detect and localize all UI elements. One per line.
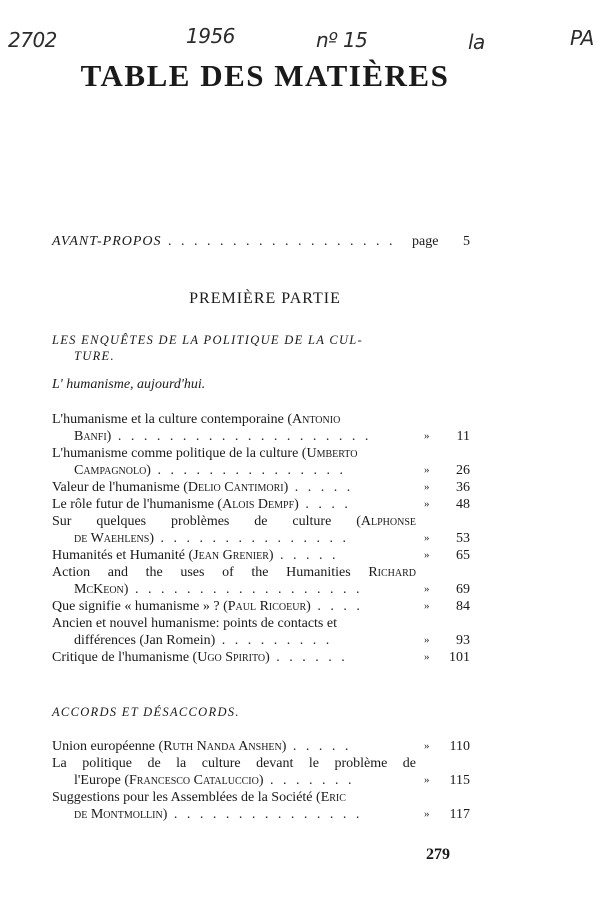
entry-title: Ancien et nouvel humanisme: points de contacts et: [52, 616, 337, 631]
entry-title: Humanités et Humanité (: [52, 548, 194, 563]
entry-author: Eric: [320, 790, 346, 805]
guillemet: »: [424, 634, 430, 646]
entry-author: Antonio: [292, 412, 341, 427]
entry-author: Ugo Spirito): [197, 650, 270, 665]
handwritten-note-2702: 2702: [8, 28, 57, 52]
toc-entry: Que signifie « humanisme » ? (Paul Ricoeur) . . . . » 84: [52, 599, 470, 614]
guillemet: »: [424, 808, 430, 820]
entry-author: Banfi): [74, 429, 112, 444]
entry-title: Que signifie « humanisme » ? (: [52, 599, 228, 614]
page-ref: 110: [449, 739, 470, 754]
toc-entry: Union européenne (Ruth Nanda Anshen) . . . . . » 110: [52, 739, 470, 754]
toc-entry: Ancien et nouvel humanisme: points de contacts et différences (Jan Romein) . . . . . . . . . » 93: [52, 616, 470, 648]
toc-entry: Action and the uses of the Humanities Richard McKeon) . . . . . . . . . . . . . . . . . . » 69: [52, 565, 470, 597]
entry-title: Action and the uses of the Humanities: [52, 565, 369, 580]
handwritten-note-pa: PA: [570, 26, 594, 50]
entry-title: Critique de l'humanisme (: [52, 650, 198, 665]
guillemet: »: [424, 498, 430, 510]
entry-title: Sur quelques problèmes de culture (: [52, 514, 361, 529]
section-heading-enquetes: [52, 332, 412, 364]
page-ref: 65: [456, 548, 470, 563]
toc-entry: L'humanisme et la culture contemporaine (Antonio Banfi) . . . . . . . . . . . . . . . . . . . . » 11: [52, 412, 470, 444]
toc-entry-avant-propos: AVANT-PROPOS . . . . . . . . . . . . . . . . . . page 5: [52, 234, 470, 249]
page-ref: 11: [456, 429, 470, 444]
page-ref: 53: [456, 531, 470, 546]
page-ref: 84: [456, 599, 470, 614]
handwritten-note-la: la: [468, 30, 485, 54]
page-ref: 117: [449, 807, 470, 822]
guillemet: »: [424, 600, 430, 612]
entry-author: Delio Cantimori): [187, 480, 289, 495]
toc-entry: Sur quelques problèmes de culture (Alphonse de Waehlens) . . . . . . . . . . . . . . . » 53: [52, 514, 470, 546]
avant-propos-label: AVANT-PROPOS: [52, 234, 162, 249]
entry-author: Ruth Nanda Anshen): [163, 739, 287, 754]
part-title: PREMIÈRE PARTIE: [189, 290, 341, 307]
handwritten-note-number: nº 15: [316, 28, 368, 52]
guillemet: »: [424, 430, 430, 442]
toc-entry: Valeur de l'humanisme (Delio Cantimori) . . . . . » 36: [52, 480, 470, 495]
page-ref: 36: [456, 480, 470, 495]
entry-title: Union européenne (: [52, 739, 164, 754]
page-ref: 93: [456, 633, 470, 648]
entry-title: Le rôle futur de l'humanisme (: [52, 497, 223, 512]
guillemet: »: [424, 532, 430, 544]
entry-title: différences (Jan Romein): [74, 633, 216, 648]
guillemet: »: [424, 651, 430, 663]
page-ref: 69: [456, 582, 470, 597]
guillemet: »: [424, 774, 430, 786]
entry-title: l'Europe (: [74, 773, 130, 788]
toc-entry: Critique de l'humanisme (Ugo Spirito) . . . . . . » 101: [52, 650, 470, 665]
page-ref: 48: [456, 497, 470, 512]
entry-author: de Montmollin): [74, 807, 168, 822]
entry-author: McKeon): [74, 582, 129, 597]
guillemet: »: [424, 549, 430, 561]
guillemet: »: [424, 464, 430, 476]
handwritten-note-year: 1956: [186, 24, 235, 48]
section-heading-line2: TURE.: [74, 349, 115, 363]
subheading-humanisme: L' humanisme, aujourd'hui.: [52, 377, 206, 392]
toc-entry: La politique de la culture devant le problème de l'Europe (Francesco Cataluccio) . . . . . . . » 115: [52, 756, 470, 788]
section-heading-accords: ACCORDS ET DÉSACCORDS.: [52, 705, 240, 719]
guillemet: »: [424, 740, 430, 752]
page-ref: 115: [449, 773, 470, 788]
entry-title: L'humanisme et la culture contemporaine (: [52, 412, 293, 427]
entry-title: Suggestions pour les Assemblées de la Société (: [52, 790, 321, 805]
entry-author: Francesco Cataluccio): [129, 773, 264, 788]
entry-title: L'humanisme comme politique de la culture (: [52, 446, 307, 461]
entry-author: Jean Grenier): [193, 548, 274, 563]
entry-author: Alphonse: [360, 514, 416, 529]
page-ref: 26: [456, 463, 470, 478]
entry-title: Valeur de l'humanisme (: [52, 480, 188, 495]
entry-author: Umberto: [306, 446, 358, 461]
entry-title: La politique de la culture devant le problème de: [52, 756, 416, 771]
toc-entry: Humanités et Humanité (Jean Grenier) . . . . . » 65: [52, 548, 470, 563]
page-ref: 101: [449, 650, 470, 665]
guillemet: »: [424, 481, 430, 493]
page-title: TABLE DES MATIÈRES: [80, 58, 450, 93]
entry-author: Paul Ricoeur): [227, 599, 311, 614]
toc-entry: L'humanisme comme politique de la culture (Umberto Campagnolo) . . . . . . . . . . . . . . . » 26: [52, 446, 470, 478]
entry-author: de Waehlens): [74, 531, 155, 546]
page-ref: 5: [463, 234, 470, 249]
entry-author: Campagnolo): [74, 463, 151, 478]
page-number: 279: [426, 846, 450, 863]
entry-author: Alois Dempf): [222, 497, 299, 512]
toc-entry: Suggestions pour les Assemblées de la Société (Eric de Montmollin) . . . . . . . . . . . . . . . » 117: [52, 790, 470, 822]
entry-author: Richard: [368, 565, 416, 580]
toc-entry: Le rôle futur de l'humanisme (Alois Dempf) . . . . » 48: [52, 497, 470, 512]
page-word: page: [412, 234, 439, 249]
section-heading-line1: LES ENQUÊTES DE LA POLITIQUE DE LA CUL-: [52, 333, 364, 347]
guillemet: »: [424, 583, 430, 595]
